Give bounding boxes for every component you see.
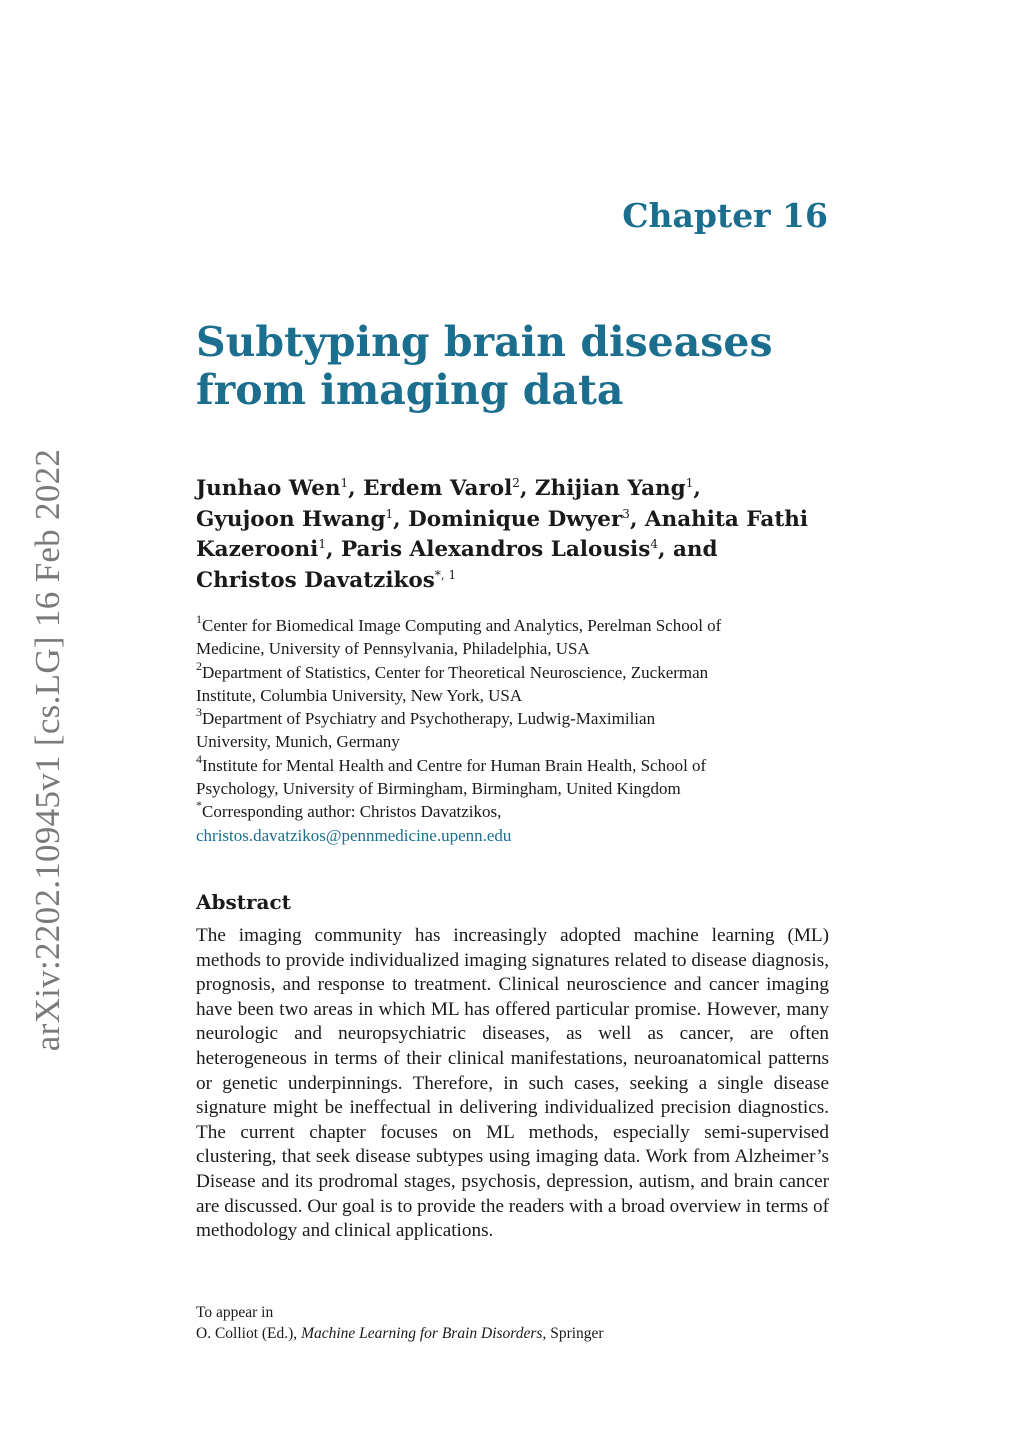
affiliation-sup: 2 [196,658,202,673]
corresponding-author-line [196,800,836,823]
affiliation-line [196,707,836,730]
publisher-text: , Springer [542,1325,604,1342]
author-affiliation-sup: 3 [622,506,630,521]
author-name: Anahita Fathi Kazerooni [196,506,809,562]
author-affiliation-sup: 1 [385,506,394,521]
appear-label: To appear in [196,1304,274,1321]
author-affiliation-sup: 1 [685,476,694,490]
editor-text: O. Colliot (Ed.), [196,1325,302,1342]
author-affiliation-sup: 1 [340,476,349,490]
affiliation-sup: * [196,798,202,813]
author-affiliation-sup: 2 [512,476,520,490]
author-name: Dominique Dwyer [408,506,623,532]
author-separator: , [348,476,364,501]
author-name: Paris Alexandros Lalousis [340,537,651,562]
publication-note [196,1302,604,1344]
affiliation-text: Department of Psychiatry and Psychotherapy, Ludwig-Maximilian [202,709,656,729]
author-separator: , [693,476,701,501]
author-name: Christos Davatzikos [196,567,435,593]
affiliation-line: Psychology, University of Birmingham, Birmingham, United Kingdom [196,779,681,799]
affiliation-line: Institute, Columbia University, New York, USA [196,685,523,705]
chapter-number: Chapter 16 [622,196,828,235]
arxiv-stamp [28,450,68,1050]
affiliation-line: University, Munich, Germany [196,732,400,752]
author-affiliation-sup: 1 [318,537,326,551]
affiliation-line [196,751,836,777]
arxiv-id: arXiv:2202.10945v1 [cs.LG] 16 Feb 2022 [28,448,67,1052]
email-link[interactable]: christos.davatzikos@pennmedicine.upenn.edu [196,825,512,845]
affiliation-line: Medicine, University of Pennsylvania, Philadelphia, USA [196,639,590,659]
affiliation-sup: 4 [196,751,202,766]
abstract-heading: Abstract [196,890,291,914]
author-separator: , [519,476,535,501]
author-name: Gyujoon Hwang [196,506,386,532]
affiliation-sup: 3 [196,705,202,720]
affiliation-text: Institute for Mental Health and Centre for Human Brain Health, School of [202,755,707,775]
affiliation-line [196,614,836,637]
paper-title: Subtyping brain diseases from imaging data [196,318,773,414]
book-title: Machine Learning for Brain Disorders [301,1325,543,1342]
author-name: Erdem Varol [363,476,513,501]
affiliation-text: Center for Biomedical Image Computing and Analytics, Perelman School of [202,616,722,635]
author-name: Junhao Wen [196,476,341,501]
author-name: Zhijian Yang [534,476,686,501]
publication-citation [196,1323,604,1344]
affiliation-list [196,614,836,847]
author-affiliation-sup: 4 [650,537,658,551]
author-separator: , [325,537,341,562]
author-affiliation-sup: *, 1 [434,567,457,582]
affiliation-line [196,658,836,684]
author-list [196,474,836,596]
abstract-text: The imaging community has increasingly adopted machine learning (ML) methods to provide individualized imaging signatures related to disease diagnosis, prognosis, and response to treatment. Clinical neuroscience and cancer imaging have been two areas in which ML has offered particular promise. However, many neurologic and neuropsychiatric diseases, as well as cancer, are often heterogeneous in terms of their clinical manifestations, neuroanatomical patterns or genetic underpinnings. Therefore, in such cases, seeking a single disease signature might be ineffectual in delivering individualized precision diagnostics. The current chapter focuses on ML methods, especially semi-supervised clustering, that seek disease subtypes using imaging data. Work from Alzheimer’s Disease and its prodromal stages, psychosis, depression, autism, and brain cancer are discussed. Our goal is to provide the readers with a broad overview in terms of methodology and clinical applications. [196,925,830,1242]
affiliation-text: Corresponding author: Christos Davatzikos, [202,802,502,822]
affiliation-sup: 1 [196,612,202,626]
author-separator: , and [657,537,718,562]
author-separator: , [629,506,645,532]
affiliation-text: Department of Statistics, Center for Theoretical Neuroscience, Zuckerman [202,662,709,682]
author-separator: , [393,506,409,532]
